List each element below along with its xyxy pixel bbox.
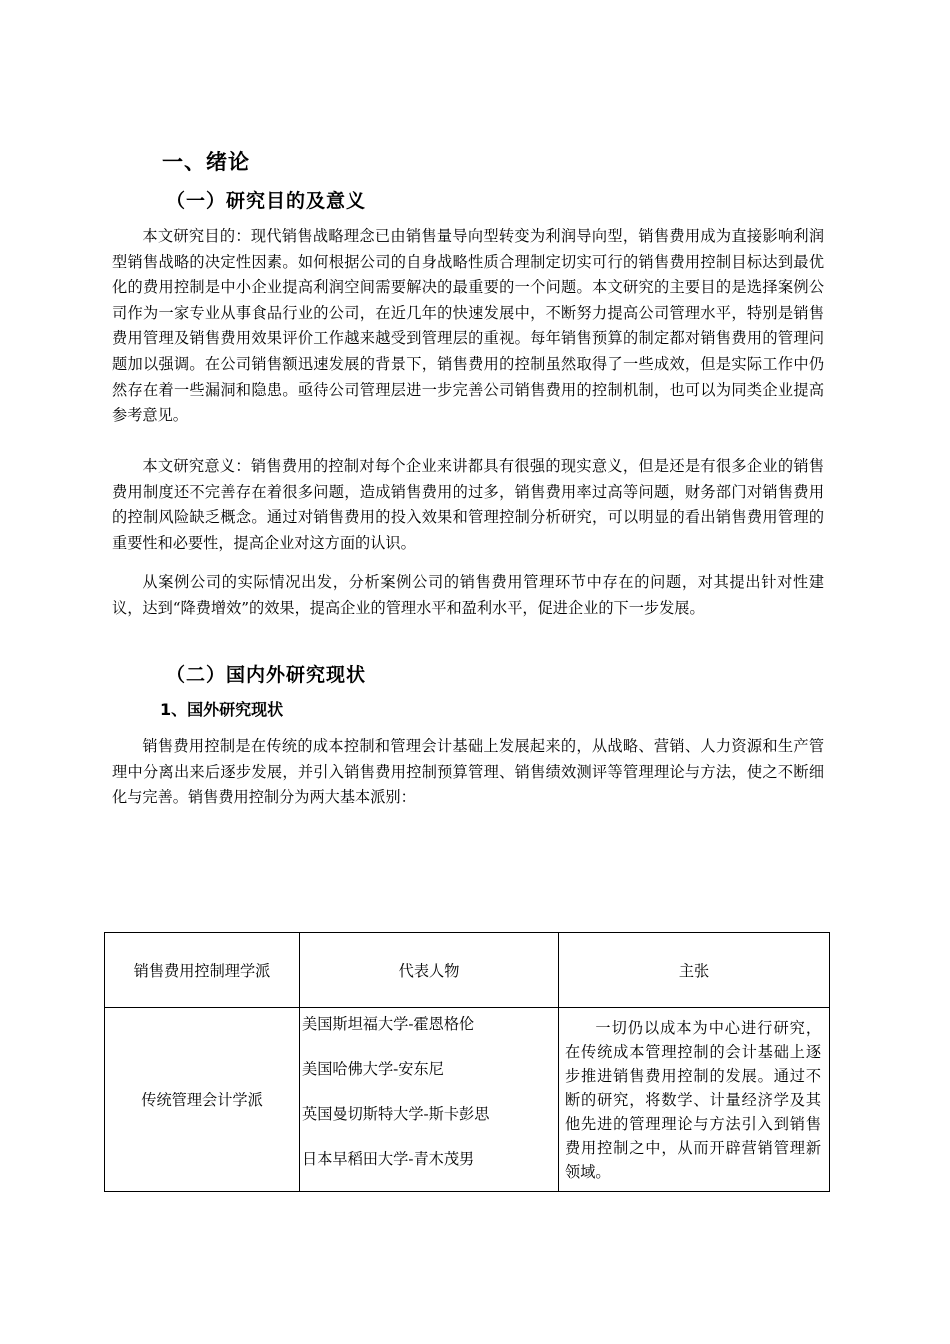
- cell-school: 传统管理会计学派: [105, 1008, 300, 1192]
- header-school: 销售费用控制理学派: [105, 933, 300, 1008]
- paragraph-foreign-status: 销售费用控制是在传统的成本控制和管理会计基础上发展起来的，从战略、营销、人力资源和生产管理中分离出来后逐步发展，并引入销售费用控制预算管理、销售绩效测评等管理理论与方法，使之不断细化与完善。销售费用控制分为两大基本派别：: [112, 737, 824, 807]
- table-header-row: [105, 933, 830, 1008]
- header-claim: 主张: [559, 933, 830, 1008]
- paragraph-significance: 本文研究意义：销售费用的控制对每个企业来讲都具有很强的现实意义，但是还是有很多企业的销售费用制度还不完善存在着很多问题，造成销售费用的过多，销售费用率过高等问题，财务部门对销售费用的控制风险缺乏概念。通过对销售费用的投入效果和管理控制分析研究，可以明显的看出销售费用管理的重要性和必要性，提高企业对这方面的认识。: [112, 457, 824, 552]
- header-people: 代表人物: [300, 933, 559, 1008]
- paragraph-purpose: 本文研究目的：现代销售战略理念已由销售量导向型转变为利润导向型，销售费用成为直接影响利润型销售战略的决定性因素。如何根据公司的自身战略性质合理制定切实可行的销售费用控制目标达到最优化的费用控制是中小企业提高利润空间需要解决的最重要的一个问题。本文研究的主要目的是选择案例公司作为一家专业从事食品行业的公司，在近几年的快速发展中，不断努力提高公司管理水平，特别是销售费用管理及销售费用效果评价工作越来越受到管理层的重视。每年销售预算的制定都对销售费用的管理问题加以强调。在公司销售额迅速发展的背景下，销售费用的控制虽然取得了一些成效，但是实际工作中仍然存在着一些漏洞和隐患。亟待公司管理层进一步完善公司销售费用的控制机制，也可以为同类企业提高参考意见。: [112, 227, 824, 425]
- person-item: 英国曼切斯特大学-斯卡彭思: [302, 1105, 490, 1123]
- section-heading-purpose: （一）研究目的及意义: [166, 190, 367, 212]
- schools-table: [104, 932, 830, 1192]
- person-item: 美国哈佛大学-安东尼: [302, 1060, 444, 1078]
- chapter-heading: 一、绪论: [162, 150, 250, 174]
- cell-claim: [559, 1008, 830, 1192]
- person-item: 美国斯坦福大学-霍恩格伦: [302, 1015, 475, 1033]
- paragraph-approach: 从案例公司的实际情况出发，分析案例公司的销售费用管理环节中存在的问题，对其提出针对性建议，达到“降费增效”的效果，提高企业的管理水平和盈利水平，促进企业的下一步发展。: [112, 573, 824, 617]
- cell-people: [300, 1008, 559, 1192]
- section-heading-status: （二）国内外研究现状: [166, 664, 367, 686]
- person-item: 日本早稻田大学-青木茂男: [302, 1150, 475, 1168]
- subsection-heading-foreign: 1、国外研究现状: [160, 700, 284, 719]
- table-row: [105, 1008, 830, 1192]
- claim-text: 一切仍以成本为中心进行研究，在传统成本管理控制的会计基础上逐步推进销售费用控制的发展。通过不断的研究，将数学、计量经济学及其他先进的管理理论与方法引入到销售费用控制之中，从而开辟营销管理新领域。: [565, 1018, 821, 1181]
